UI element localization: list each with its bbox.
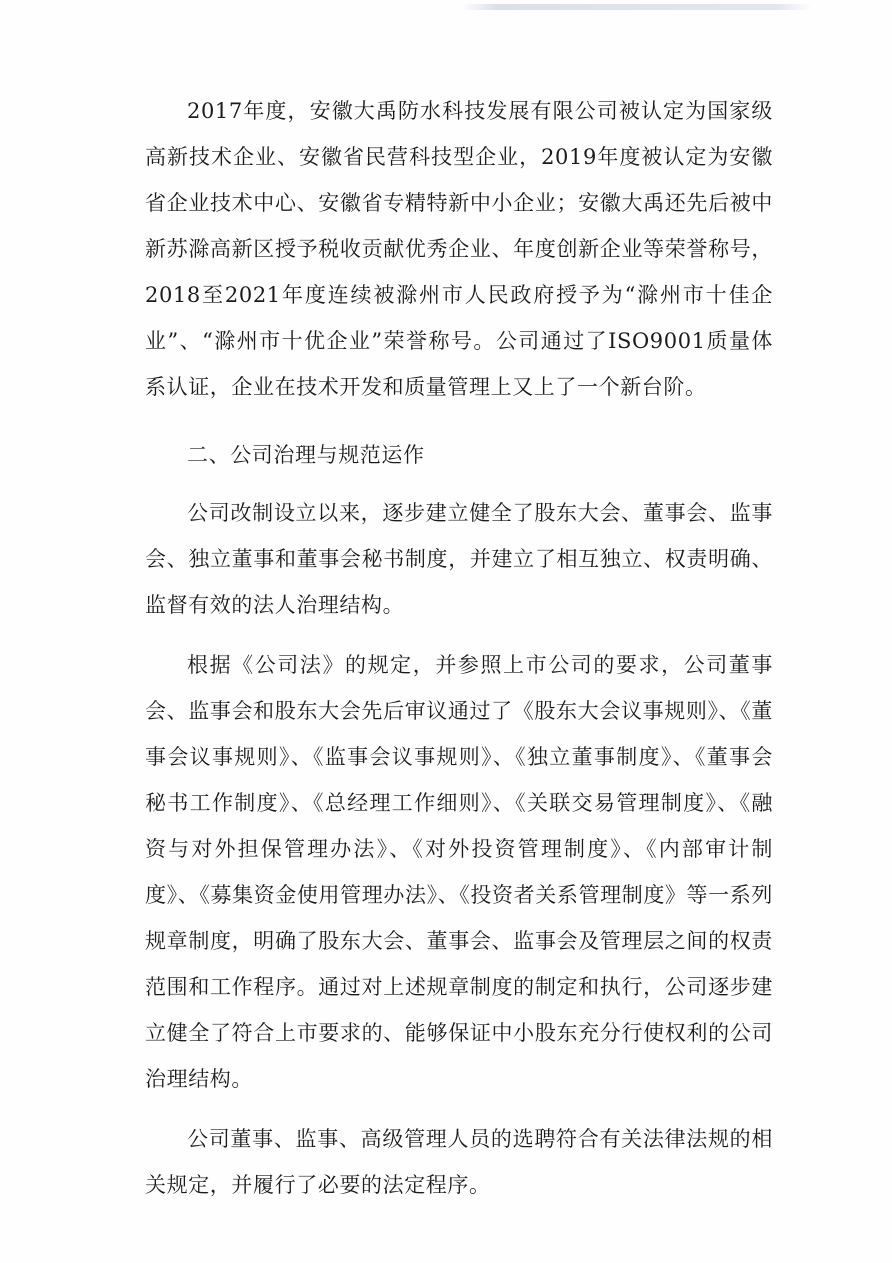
scan-artifact <box>462 4 812 10</box>
section-heading: 二、公司治理与规范运作 <box>187 443 425 467</box>
paragraph-governance-rules: 根据《公司法》的规定，并参照上市公司的要求，公司董事会、监事会和股东大会先后审议通过了《股东大会议事规则》、《董事会议事规则》、《监事会议事规则》、《独立董事制度》、《董事会秘书工作制度》、《总经理工作细则》、《关联交易管理制度》、《融资与对外担保管理办法》、《对外投资管理制度》、《内部审计制度》、《募集资金使用管理办法》、《投资者关系管理制度》等一系列规章制度，明确了股东大会、董事会、监事会及管理层之间的权责范围和工作程序。通过对上述规章制度的制定和执行，公司逐步建立健全了符合上市要求的、能够保证中小股东充分行使权利的公司治理结构。 <box>145 653 773 1091</box>
paragraph-governance-structure: 公司改制设立以来，逐步建立健全了股东大会、董事会、监事会、独立董事和董事会秘书制度，并建立了相互独立、权责明确、监督有效的法人治理结构。 <box>145 501 773 617</box>
paragraph-honors: 2017年度，安徽大禹防水科技发展有限公司被认定为国家级高新技术企业、安徽省民营科技型企业，2019年度被认定为安徽省企业技术中心、安徽省专精特新中小企业；安徽大禹还先后被中新苏滁高新区授予税收贡献优秀企业、年度创新企业等荣誉称号，2018至2021年度连续被滁州市人民政府授予为“滁州市十佳企业”、“滁州市十优企业”荣誉称号。公司通过了ISO9001质量体系认证，企业在技术开发和质量管理上又上了一个新台阶。 <box>145 99 773 399</box>
document-body <box>145 88 773 1208</box>
paragraph-management-appointment: 公司董事、监事、高级管理人员的选聘符合有关法律法规的相关规定，并履行了必要的法定程序。 <box>145 1127 773 1197</box>
